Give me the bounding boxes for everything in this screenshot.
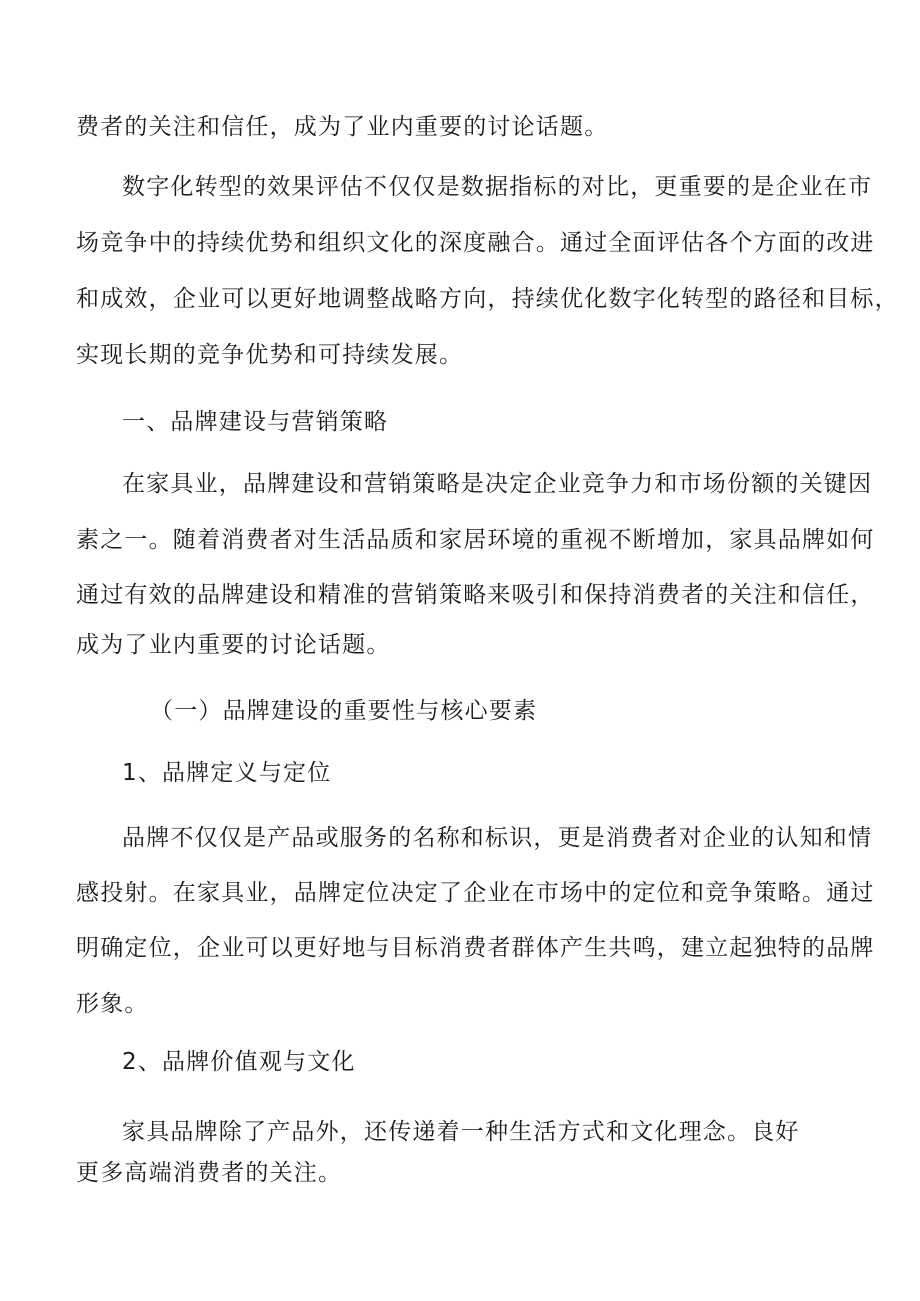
paragraph-line: 形象。: [76, 991, 149, 1017]
item-heading: 1、品牌定义与定位: [122, 760, 332, 786]
section-heading: 一、品牌建设与营销策略: [122, 409, 389, 435]
paragraph-line: 成为了业内重要的讨论话题。: [76, 632, 391, 658]
subsection-heading: （一）品牌建设的重要性与核心要素: [150, 698, 538, 724]
paragraph-line: 实现长期的竞争优势和可持续发展。: [76, 342, 464, 368]
paragraph-line: 家具品牌除了产品外，还传递着一种生活方式和文化理念。良好: [122, 1119, 800, 1145]
item-heading: 2、品牌价值观与文化: [122, 1049, 356, 1075]
paragraph-line: 感投射。在家具业，品牌定位决定了企业在市场中的定位和竞争策略。通过: [76, 880, 875, 906]
paragraph-line: 更多高端消费者的关注。: [76, 1160, 343, 1186]
paragraph-line: 和成效，企业可以更好地调整战略方向，持续优化数字化转型的路径和目标，: [76, 286, 899, 312]
paragraph-line: 通过有效的品牌建设和精准的营销策略来吸引和保持消费者的关注和信任，: [76, 582, 875, 608]
paragraph-line: 素之一。随着消费者对生活品质和家居环境的重视不断增加，家具品牌如何: [76, 527, 875, 553]
paragraph-line: 场竞争中的持续优势和组织文化的深度融合。通过全面评估各个方面的改进: [76, 230, 875, 256]
paragraph-line: 明确定位，企业可以更好地与目标消费者群体产生共鸣，建立起独特的品牌: [76, 935, 875, 961]
paragraph-line: 数字化转型的效果评估不仅仅是数据指标的对比，更重要的是企业在市: [122, 174, 873, 200]
paragraph-line: 在家具业，品牌建设和营销策略是决定企业竞争力和市场份额的关键因: [122, 471, 873, 497]
paragraph-line: 品牌不仅仅是产品或服务的名称和标识，更是消费者对企业的认知和情: [122, 825, 873, 851]
paragraph-line: 费者的关注和信任，成为了业内重要的讨论话题。: [76, 114, 609, 140]
